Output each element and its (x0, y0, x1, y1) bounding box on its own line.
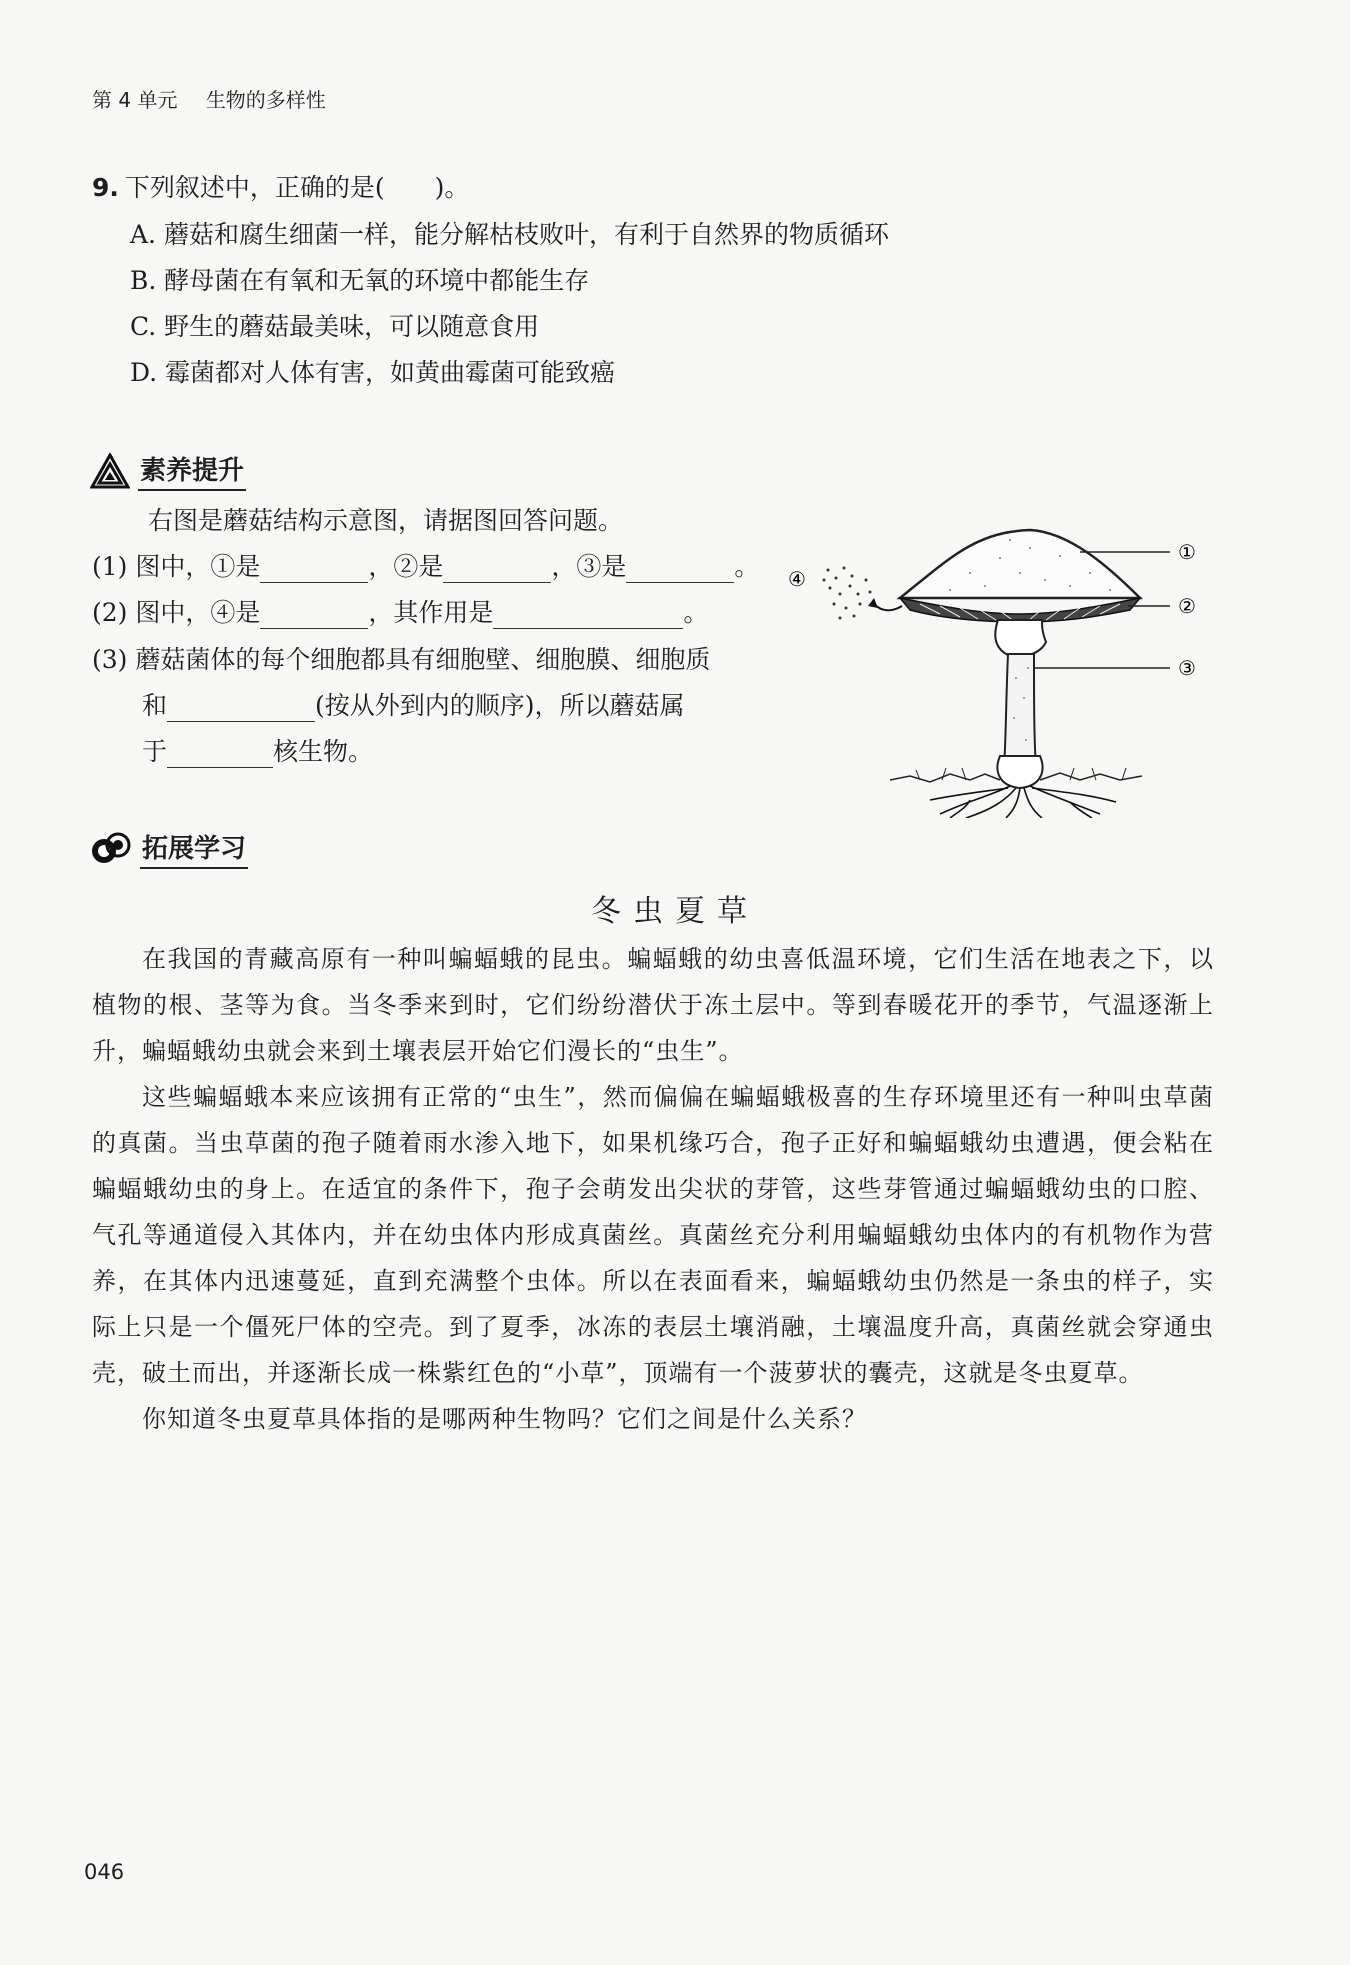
section-intro: 右图是蘑菇结构示意图，请据图回答问题。 (148, 506, 624, 535)
triangle-icon (90, 453, 130, 489)
blank-6[interactable] (167, 695, 315, 722)
blank-1[interactable] (260, 556, 368, 583)
unit-title: 生物的多样性 (205, 88, 326, 112)
spores (823, 567, 872, 620)
blank-5[interactable] (493, 602, 683, 629)
diagram-label-3: ③ (1178, 656, 1196, 680)
mycelium (930, 786, 1116, 818)
mushroom-cap (900, 530, 1140, 598)
section-heading-extension (88, 828, 248, 869)
unit-label: 第 4 单元 (92, 88, 178, 112)
diagram-label-2: ② (1178, 594, 1196, 618)
question-stem: 下列叙述中，正确的是( )。 (124, 173, 470, 202)
diagram-label-4: ④ (788, 567, 806, 591)
mushroom-volva (997, 756, 1042, 788)
section-heading-literacy (90, 450, 246, 491)
blank-2[interactable] (443, 556, 551, 583)
mushroom-ring (995, 620, 1046, 656)
question-number: 9. (92, 173, 119, 202)
blank-3[interactable] (626, 556, 734, 583)
subquestion-2: (2) 图中，④是 ，其作用是 。 (92, 598, 709, 627)
option-c: C. 野生的蘑菇最美味，可以随意食用 (130, 312, 540, 341)
mushroom-gills (900, 598, 1140, 622)
option-d: D. 霉菌都对人体有害，如黄曲霉菌可能致癌 (130, 358, 616, 387)
subquestion-3-line3: 于 核生物。 (142, 737, 374, 766)
section-title: 素养提升 (138, 450, 246, 491)
subquestion-3-line2: 和 (按从外到内的顺序)，所以蘑菇属 (142, 691, 685, 720)
mushroom-stem (1004, 654, 1036, 768)
option-b: B. 酵母菌在有氧和无氧的环境中都能生存 (130, 266, 590, 295)
blank-7[interactable] (167, 741, 273, 768)
section-title: 拓展学习 (140, 828, 248, 869)
diagram-label-1: ① (1178, 540, 1196, 564)
story-paragraph: 这些蝙蝠蛾本来应该拥有正常的“虫生”，然而偏偏在蝙蝠蛾极喜的生存环境里还有一种叫虫草菌的真菌。当虫草菌的孢子随着雨水渗入地下，如果机缘巧合，孢子正好和蝙蝠蛾幼虫遭遇，便会粘在蝙蝠蛾幼虫的身上。在适宜的条件下，孢子会萌发出尖状的芽管，这些芽管通过蝙蝠蛾幼虫的口腔、气孔等通道侵入其体内，并在幼虫体内形成真菌丝。真菌丝充分利用蝙蝠蛾幼虫体内的有机物作为营养，在其体内迅速蔓延，直到充满整个虫体。所以在表面看来，蝙蝠蛾幼虫仍然是一条虫的样子，实际上只是一个僵死尸体的空壳。到了夏季，冰冻的表层土壤消融，土壤温度升高，真菌丝就会穿通虫壳，破土而出，并逐渐长成一株紫红色的“小草”，顶端有一个菠萝状的囊壳，这就是冬虫夏草。 (92, 1083, 1214, 1387)
magnifier-icon (88, 831, 132, 867)
option-a: A. 蘑菇和腐生细菌一样，能分解枯枝败叶，有利于自然界的物质循环 (130, 220, 889, 249)
page-number: 046 (84, 1860, 125, 1884)
story-paragraph: 在我国的青藏高原有一种叫蝙蝠蛾的昆虫。蝙蝠蛾的幼虫喜低温环境，它们生活在地表之下，以植物的根、茎等为食。当冬季来到时，它们纷纷潜伏于冻土层中。等到春暖花开的季节，气温逐渐上升，蝙蝠蛾幼虫就会来到土壤表层开始它们漫长的“虫生”。 (92, 945, 1214, 1065)
mushroom-diagram (770, 518, 1230, 818)
question-9-stem (92, 172, 469, 204)
story-body (92, 936, 1214, 1442)
subquestion-1: (1) 图中，①是 ，②是 ，③是 。 (92, 552, 760, 581)
blank-4[interactable] (260, 602, 368, 629)
page-header (92, 84, 348, 113)
story-paragraph: 你知道冬虫夏草具体指的是哪两种生物吗？它们之间是什么关系？ (142, 1405, 867, 1433)
story-title: 冬虫夏草 (591, 894, 759, 929)
subquestion-3-line1: (3) 蘑菇菌体的每个细胞都具有细胞壁、细胞膜、细胞质 (92, 645, 711, 674)
